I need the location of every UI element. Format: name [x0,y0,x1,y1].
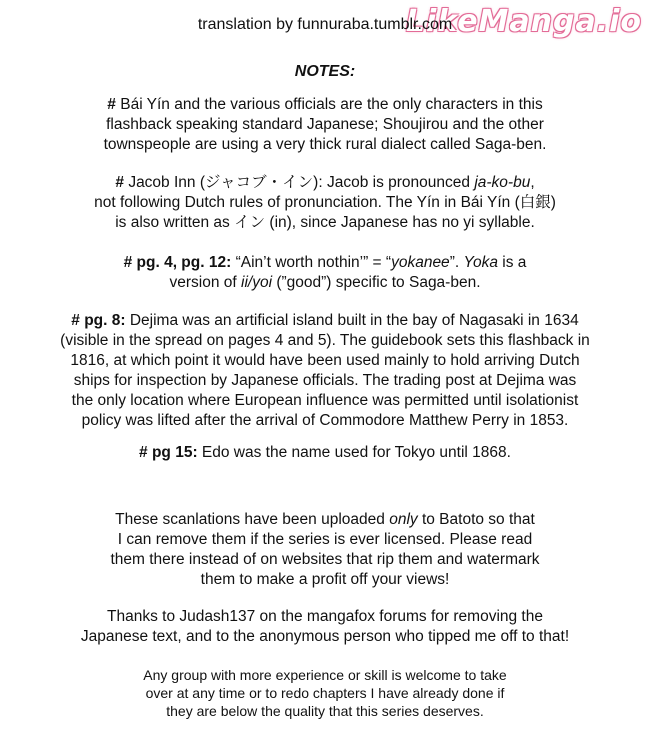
footer-emphasis: only [389,511,418,528]
footer-batoto-line-2: I can remove them if the series is ever licensed. Please read [117,531,533,548]
note-jacob-line-1 [40,173,610,193]
note-pg-8 [40,311,610,431]
footer-recruit-line-2: over at any time or to redo chapters I have already done if [145,685,505,701]
footer-text: These scanlations have been uploaded [115,511,390,528]
note-pg-4-12 [40,253,610,293]
site-watermark: LikeManga.io [405,4,642,39]
footer-batoto-notice [40,510,610,590]
footer-thanks-line-1: Thanks to Judash137 on the mangafox forums for removing the [107,608,543,625]
footer-thanks [40,607,610,647]
note-label: # pg. 8: [71,312,126,329]
note-pg8-line-6: policy was lifted after the arrival of Commodore Matthew Perry in 1853. [81,412,569,429]
footer-batoto-line-1 [40,510,610,530]
notes-title: NOTES: [294,63,356,80]
note-pg-15 [40,443,610,463]
note-pg8-line-4: ships for inspection by Japanese officials. The trading post at Dejima was [73,372,577,389]
note-pg8-line-2: (visible in the spread on pages 4 and 5). The guidebook sets this flashback in [60,332,590,349]
note-jacob-inn [40,173,610,233]
note-term: ii/yoi [241,274,273,291]
note-text: , [530,174,535,191]
note-text: Dejima was an artificial island built in the bay of Nagasaki in 1634 [125,312,579,329]
note-text: Edo was the name used for Tokyo until 1868. [197,444,511,461]
note-label: # pg 15: [139,444,198,461]
footer-text: to Batoto so that [417,511,535,528]
footer-batoto-line-4: them to make a profit off your views! [200,571,450,588]
note-jacob-line-3: is also written as イン (in), since Japanese has no yi syllable. [115,214,535,231]
note-text: Bái Yín and the various officials are the only characters in this [120,96,543,113]
note-jacob-line-2: not following Dutch rules of pronunciation. The Yín in Bái Yín (白銀) [94,194,556,211]
note-dialect-line-3: townspeople are using a very thick rural dialect called Saga-ben. [103,136,547,153]
note-pg8-line-5: the only location where European influence was permitted until isolationist [71,392,579,409]
footer-recruitment [40,666,610,720]
note-dialect-line-2: flashback speaking standard Japanese; Shoujirou and the other [106,116,544,133]
note-term: Yoka [463,254,498,271]
note-marker: # [115,174,124,191]
note-marker: # [107,96,116,113]
note-text: “Ain’t worth nothin’” = “ [231,254,392,271]
note-dialect [40,95,610,155]
footer-recruit-line-3: they are below the quality that this series deserves. [166,703,484,719]
note-text: is a [497,254,527,271]
note-label: # pg. 4, pg. 12: [123,254,232,271]
note-text: version of [169,274,241,291]
note-term: yokanee [391,254,450,271]
note-pg4-line-2 [40,273,610,293]
footer-thanks-line-2: Japanese text, and to the anonymous person who tipped me off to that! [80,628,570,645]
note-pg15-line-1 [40,443,610,463]
note-text: (”good”) specific to Saga-ben. [272,274,481,291]
note-dialect-line-1 [40,95,610,115]
note-pg8-line-3: 1816, at which point it would have been used mainly to hold arriving Dutch [70,352,580,369]
footer-recruit-line-1: Any group with more experience or skill is welcome to take [143,667,507,683]
footer-batoto-line-3: them there instead of on websites that rip them and watermark [110,551,540,568]
note-term: ja-ko-bu [474,174,531,191]
note-text: ”. [449,254,464,271]
note-pg8-line-1 [40,311,610,331]
translation-credit: translation by funnuraba.tumblr.com [197,16,453,33]
note-text: Jacob Inn (ジャコブ・イン): Jacob is pronounced [128,174,475,191]
note-pg4-line-1 [40,253,610,273]
